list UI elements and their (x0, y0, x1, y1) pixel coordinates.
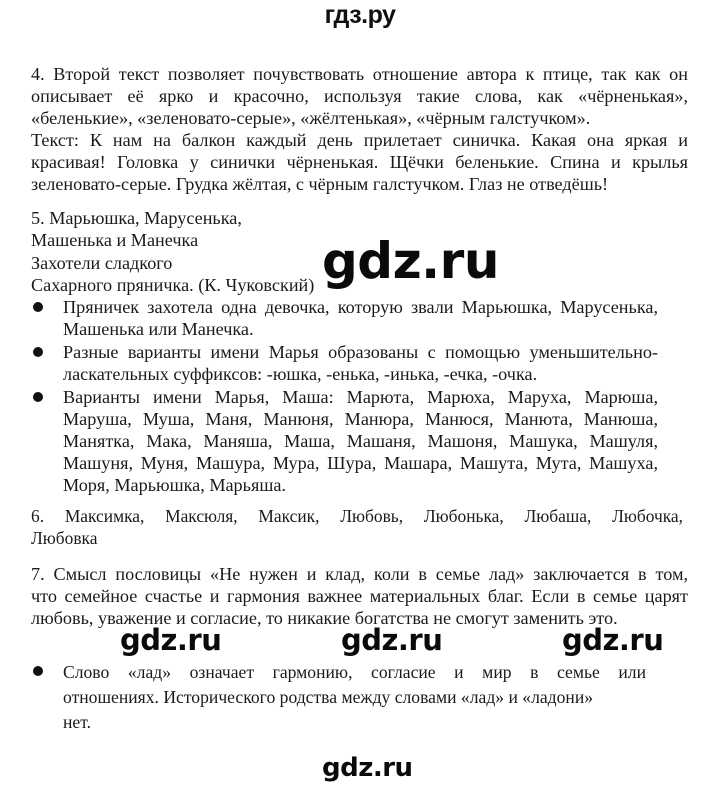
bullet-text: Машенька или Манечка. (63, 319, 254, 339)
poem-line: Машенька и Манечка (31, 230, 199, 250)
poem-line: Сахарного пряничка. (К. Чуковский) (31, 275, 315, 295)
answer-4-line: «беленькие», «зеленовато-серые», «жёлтенькая», «чёрным галстучком». (31, 108, 591, 128)
watermark: gdz.ru (120, 623, 222, 657)
answer-7-line: что семейное счастье и гармония важнее материальных благ. Если в семье царят (31, 586, 688, 606)
site-title: гдз.ру (324, 1, 396, 29)
answer-4-line: описывает её ярко и красочно, используя такие слова, как «чёрненькая», (31, 86, 688, 106)
bullet-text: Моря, Марьюшка, Марьяша. (63, 475, 286, 495)
answer-6-line: 6. Максимка, Максюля, Максик, Любовь, Любонька, Любаша, Любочка, (31, 506, 683, 526)
answer-7-line: любовь, уважение и согласие, то никакие богатства не смогут заменить это. (31, 608, 618, 628)
bullet-text: Варианты имени Марья, Маша: Марюта, Марюха, Маруха, Марюша, (63, 387, 658, 407)
bullet-text: ласкательных суффиксов: -юшка, -енька, -инька, -ечка, -очка. (63, 364, 538, 384)
bullet-text: отношениях. Исторического родства между словами «лад» и «ладони» (63, 687, 594, 707)
bullet-icon (33, 392, 43, 402)
answer-6-line: Любовка (31, 528, 98, 548)
watermark: gdz.ru (562, 623, 664, 657)
bullet-text: Манятка, Мака, Маняша, Маша, Машаня, Машоня, Машука, Машуля, (63, 431, 658, 451)
watermark-footer: gdz.ru (322, 753, 413, 783)
answer-7-line: 7. Смысл пословицы «Не нужен и клад, коли в семье лад» заключается в том, (31, 564, 688, 584)
bullet-text: нет. (63, 712, 91, 732)
watermark-large: gdz.ru (322, 232, 499, 290)
bullet-text: Машуня, Муня, Машура, Мура, Шура, Машара, Машута, Мута, Машуха, (63, 453, 658, 473)
watermark: gdz.ru (341, 623, 443, 657)
bullet-text: Маруша, Муша, Маня, Манюня, Манюра, Манюся, Манюта, Манюша, (63, 409, 658, 429)
answer-4-line: красивая! Головка у синички чёрненькая. Щёчки беленькие. Спина и крылья (31, 152, 688, 172)
bullet-icon (33, 347, 43, 357)
bullet-icon (33, 666, 43, 676)
bullet-text: Слово «лад» означает гармонию, согласие и мир в семье или (63, 662, 646, 682)
answer-4-line: Текст: К нам на балкон каждый день прилетает синичка. Какая она яркая и (31, 130, 688, 150)
answer-4-line: зеленовато-серые. Грудка жёлтая, с чёрным галстучком. Глаз не отведёшь! (31, 174, 609, 194)
bullet-text: Разные варианты имени Марья образованы с помощью уменьшительно- (63, 342, 658, 362)
poem-line: Захотели сладкого (31, 253, 173, 273)
bullet-icon (33, 302, 43, 312)
answer-4-line: 4. Второй текст позволяет почувствовать отношение автора к птице, так как он (31, 64, 688, 84)
poem-line: 5. Марьюшка, Марусенька, (31, 208, 242, 228)
bullet-text: Пряничек захотела одна девочка, которую звали Марьюшка, Марусенька, (63, 297, 658, 317)
